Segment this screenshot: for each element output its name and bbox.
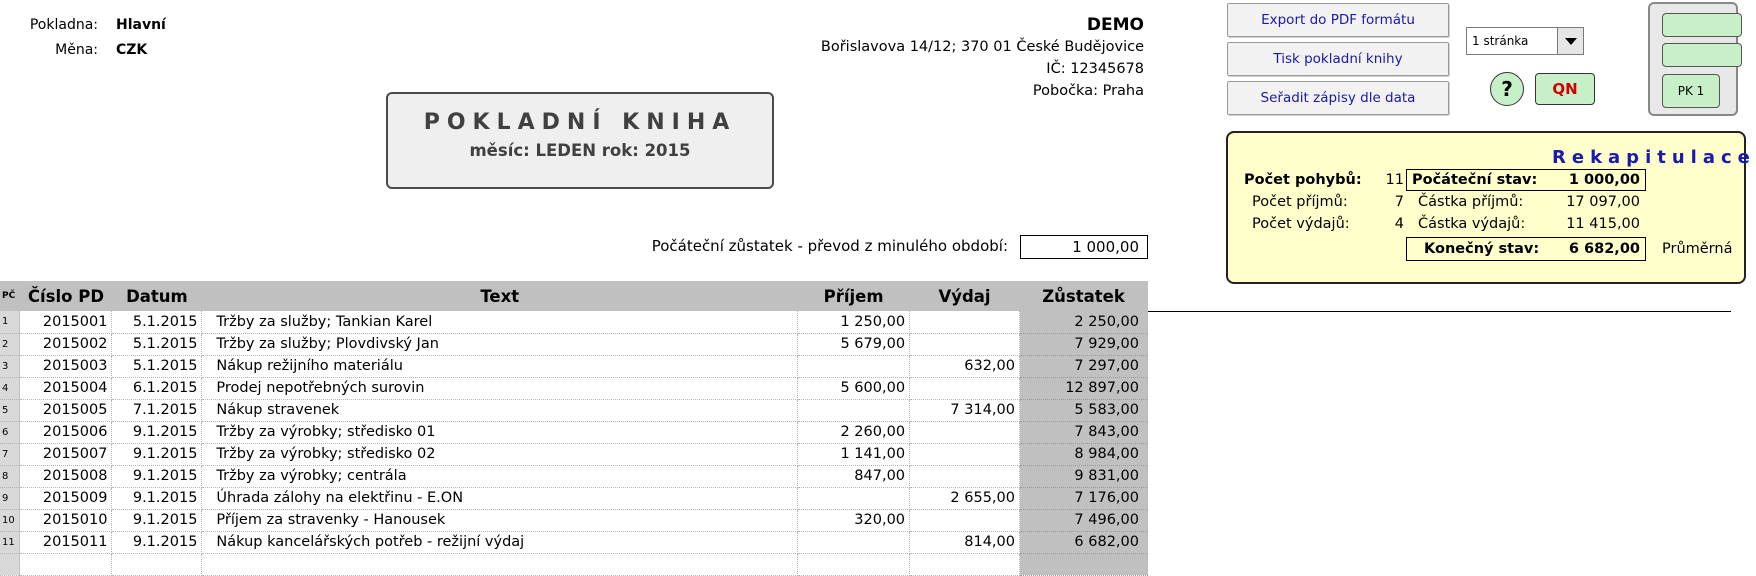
cell-empty[interactable]: [202, 553, 798, 575]
cell-empty[interactable]: [798, 553, 910, 575]
cell-cislo[interactable]: 2015009: [20, 487, 112, 509]
pages-select-value: 1 stránka: [1472, 34, 1529, 48]
table-row-empty[interactable]: [0, 553, 1148, 575]
col-header-text: Text: [202, 281, 798, 311]
cell-cislo[interactable]: 2015011: [20, 531, 112, 553]
cell-pc[interactable]: 1: [0, 311, 20, 333]
cell-text[interactable]: Tržby za služby; Tankian Karel: [202, 311, 798, 333]
recap-start-value: 1 000,00: [1568, 172, 1640, 188]
qn-button[interactable]: QN: [1535, 73, 1595, 105]
cell-datum[interactable]: 7.1.2015: [112, 399, 202, 421]
cell-vydaj[interactable]: [910, 509, 1020, 531]
panel-button-1[interactable]: [1662, 13, 1742, 37]
col-header-prijem: Příjem: [798, 281, 910, 311]
cell-text[interactable]: Prodej nepotřebných surovin: [202, 377, 798, 399]
sort-entries-button[interactable]: Seřadit zápisy dle data: [1227, 81, 1449, 115]
cell-empty[interactable]: [0, 553, 20, 575]
help-button[interactable]: ?: [1490, 72, 1524, 106]
col-header-zustatek: Zůstatek: [1020, 281, 1148, 311]
mena-value: CZK: [116, 42, 148, 58]
panel-button-2[interactable]: [1662, 43, 1742, 67]
table-header-row: [0, 281, 1148, 311]
recap-income-sum-value: 17 097,00: [1566, 194, 1640, 210]
company-address: Bořislavova 14/12; 370 01 České Budějovice: [820, 39, 1144, 55]
cell-empty[interactable]: [20, 553, 112, 575]
cell-zustatek[interactable]: 2 250,00: [1020, 311, 1148, 333]
company-ic: IČ: 12345678: [1046, 61, 1144, 77]
cell-datum[interactable]: 9.1.2015: [112, 465, 202, 487]
cell-pc[interactable]: 5: [0, 399, 20, 421]
table-body: [0, 311, 1148, 575]
pokladna-label: Pokladna:: [29, 17, 98, 33]
cell-vydaj[interactable]: 2 655,00: [910, 487, 1020, 509]
recap-end-value: 6 682,00: [1568, 241, 1640, 257]
cell-datum[interactable]: 5.1.2015: [112, 355, 202, 377]
cell-text[interactable]: Příjem za stravenky - Hanousek: [202, 509, 798, 531]
col-header-pc: PČ: [0, 281, 20, 311]
table-row[interactable]: [0, 531, 1148, 553]
cell-prijem[interactable]: 2 260,00: [798, 421, 910, 443]
table-row[interactable]: [0, 333, 1148, 355]
cell-datum[interactable]: 9.1.2015: [112, 531, 202, 553]
cell-prijem[interactable]: 1 250,00: [798, 311, 910, 333]
cell-pc[interactable]: 2: [0, 333, 20, 355]
table-row[interactable]: [0, 487, 1148, 509]
cell-prijem[interactable]: 847,00: [798, 465, 910, 487]
cell-text[interactable]: Úhrada zálohy na elektřinu - E.ON: [202, 487, 798, 509]
cell-text[interactable]: Tržby za výrobky; středisko 02: [202, 443, 798, 465]
opening-balance-label: Počáteční zůstatek - převod z minulého období:: [651, 237, 1008, 255]
cell-prijem[interactable]: [798, 487, 910, 509]
col-header-cislo: Číslo PD: [20, 281, 112, 311]
table-row[interactable]: [0, 377, 1148, 399]
cell-datum[interactable]: 5.1.2015: [112, 311, 202, 333]
cell-cislo[interactable]: 2015003: [20, 355, 112, 377]
cell-empty[interactable]: [1020, 553, 1148, 575]
table-row[interactable]: [0, 465, 1148, 487]
cell-empty[interactable]: [910, 553, 1020, 575]
cell-vydaj[interactable]: [910, 443, 1020, 465]
pokladna-value: Hlavní: [116, 17, 166, 33]
cell-prijem[interactable]: 5 679,00: [798, 333, 910, 355]
nav-panel: [1648, 2, 1738, 116]
cash-book-table: [0, 281, 1148, 576]
cell-datum[interactable]: 9.1.2015: [112, 443, 202, 465]
cell-vydaj[interactable]: [910, 311, 1020, 333]
pk1-button[interactable]: PK 1: [1662, 74, 1720, 108]
cell-datum[interactable]: 9.1.2015: [112, 421, 202, 443]
recap-income-count-label: Počet příjmů:: [1252, 194, 1348, 210]
recap-expense-sum-value: 11 415,00: [1566, 216, 1640, 232]
cell-text[interactable]: Tržby za výrobky; středisko 01: [202, 421, 798, 443]
cell-pc[interactable]: 8: [0, 465, 20, 487]
cell-text[interactable]: Tržby za výrobky; centrála: [202, 465, 798, 487]
cell-zustatek[interactable]: 7 843,00: [1020, 421, 1148, 443]
cell-cislo[interactable]: 2015010: [20, 509, 112, 531]
cell-zustatek[interactable]: 7 496,00: [1020, 509, 1148, 531]
period-subtitle: měsíc: LEDEN rok: 2015: [469, 141, 691, 160]
cell-zustatek[interactable]: 8 984,00: [1020, 443, 1148, 465]
cell-vydaj[interactable]: [910, 465, 1020, 487]
recap-expense-sum-label: Částka výdajů:: [1418, 216, 1526, 232]
recap-average-label: Průměrná: [1662, 241, 1733, 257]
cell-vydaj[interactable]: 814,00: [910, 531, 1020, 553]
col-header-datum: Datum: [112, 281, 202, 311]
cell-vydaj[interactable]: [910, 333, 1020, 355]
cell-text[interactable]: Nákup kancelářských potřeb - režijní výdaj: [202, 531, 798, 553]
table-row[interactable]: [0, 355, 1148, 377]
cell-vydaj[interactable]: 632,00: [910, 355, 1020, 377]
recap-start-label: Počáteční stav:: [1412, 172, 1538, 188]
chevron-down-icon[interactable]: [1557, 28, 1583, 54]
cell-pc[interactable]: 7: [0, 443, 20, 465]
cell-vydaj[interactable]: [910, 421, 1020, 443]
cell-prijem[interactable]: 1 141,00: [798, 443, 910, 465]
cell-pc[interactable]: 6: [0, 421, 20, 443]
recap-expense-count-label: Počet výdajů:: [1252, 216, 1350, 232]
cell-cislo[interactable]: 2015008: [20, 465, 112, 487]
page-title: POKLADNÍ KNIHA: [423, 110, 737, 135]
export-pdf-button[interactable]: Export do PDF formátu: [1227, 3, 1449, 37]
recap-panel: [1226, 131, 1756, 284]
cell-cislo[interactable]: 2015006: [20, 421, 112, 443]
pages-select[interactable]: [1466, 27, 1584, 55]
cell-zustatek[interactable]: 12 897,00: [1020, 377, 1148, 399]
cell-zustatek[interactable]: 6 682,00: [1020, 531, 1148, 553]
cell-pc[interactable]: 3: [0, 355, 20, 377]
recap-moves-label: Počet pohybů:: [1244, 172, 1362, 188]
table-row[interactable]: [0, 311, 1148, 333]
title-box: [386, 92, 774, 189]
col-header-vydaj: Výdaj: [910, 281, 1020, 311]
cell-text[interactable]: Tržby za služby; Plovdivský Jan: [202, 333, 798, 355]
recap-expense-count-value: 4: [1394, 216, 1404, 232]
divider-line: [1148, 311, 1731, 312]
company-branch: Pobočka: Praha: [1032, 83, 1144, 99]
cell-pc[interactable]: 11: [0, 531, 20, 553]
cell-cislo[interactable]: 2015002: [20, 333, 112, 355]
cell-text[interactable]: Nákup stravenek: [202, 399, 798, 421]
table-row[interactable]: [0, 421, 1148, 443]
recap-income-count-value: 7: [1394, 194, 1404, 210]
cell-prijem[interactable]: [798, 399, 910, 421]
print-book-button[interactable]: Tisk pokladní knihy: [1227, 42, 1449, 76]
cell-cislo[interactable]: 2015001: [20, 311, 112, 333]
cell-zustatek[interactable]: 7 176,00: [1020, 487, 1148, 509]
recap-end-label: Konečný stav:: [1424, 241, 1540, 257]
company-name: DEMO: [1086, 15, 1144, 35]
cell-vydaj[interactable]: [910, 377, 1020, 399]
cell-zustatek[interactable]: 5 583,00: [1020, 399, 1148, 421]
table-row[interactable]: [0, 443, 1148, 465]
cell-prijem[interactable]: 320,00: [798, 509, 910, 531]
cell-empty[interactable]: [112, 553, 202, 575]
cell-pc[interactable]: 4: [0, 377, 20, 399]
table-row[interactable]: [0, 399, 1148, 421]
cell-zustatek[interactable]: 7 929,00: [1020, 333, 1148, 355]
cell-zustatek[interactable]: 9 831,00: [1020, 465, 1148, 487]
cell-pc[interactable]: 10: [0, 509, 20, 531]
cell-cislo[interactable]: 2015004: [20, 377, 112, 399]
cell-cislo[interactable]: 2015005: [20, 399, 112, 421]
cell-text[interactable]: Nákup režijního materiálu: [202, 355, 798, 377]
recap-moves-value: 11: [1385, 172, 1404, 188]
cell-cislo[interactable]: 2015007: [20, 443, 112, 465]
cell-prijem[interactable]: 5 600,00: [798, 377, 910, 399]
cell-pc[interactable]: 9: [0, 487, 20, 509]
opening-balance-field[interactable]: 1 000,00: [1020, 235, 1148, 259]
cell-datum[interactable]: 9.1.2015: [112, 509, 202, 531]
cell-datum[interactable]: 6.1.2015: [112, 377, 202, 399]
cell-prijem[interactable]: [798, 531, 910, 553]
company-info: [744, 14, 1144, 102]
cell-prijem[interactable]: [798, 355, 910, 377]
recap-title: Rekapitulace: [1552, 147, 1756, 168]
table-row[interactable]: [0, 509, 1148, 531]
cell-datum[interactable]: 5.1.2015: [112, 333, 202, 355]
cell-vydaj[interactable]: 7 314,00: [910, 399, 1020, 421]
mena-label: Měna:: [55, 42, 98, 58]
cell-zustatek[interactable]: 7 297,00: [1020, 355, 1148, 377]
recap-income-sum-label: Částka příjmů:: [1418, 194, 1524, 210]
cell-datum[interactable]: 9.1.2015: [112, 487, 202, 509]
